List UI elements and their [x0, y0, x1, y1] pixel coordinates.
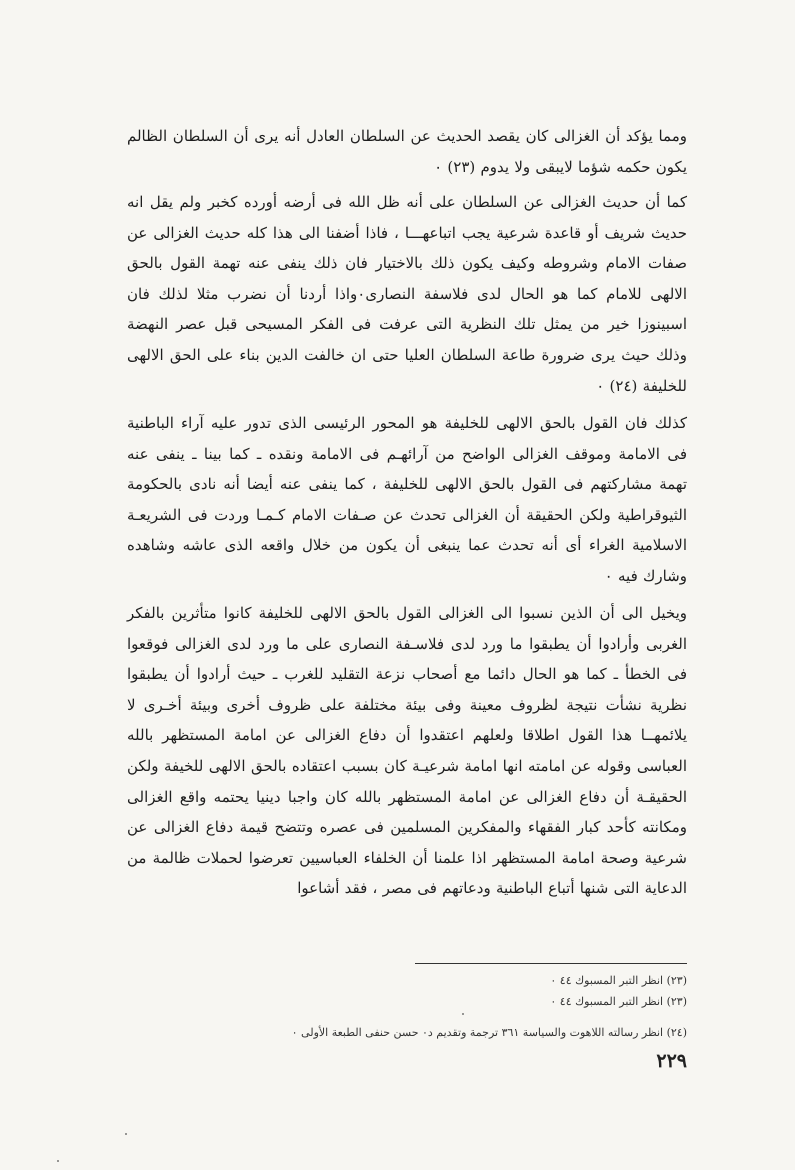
paragraph-4: ويخيل الى أن الذين نسبوا الى الغزالى القول بالحق الالهى للخليفة كانوا متأثرين بالفكر الغربى وأرادوا أن يطبقوا ما ورد لدى فلاسـفة النصارى على ما ورد لدى الغزالى فوقعوا فى الخطأ ـ كما هو الحال دائما مع أصحاب نزعة التقليد للغرب ـ حيث أرادوا أن يطبقوا نظرية نشأت نتيجة لظروف معينة وفى بيئة مختلفة على ظروف أخرى وبيئة أخـرى لا يلائمهــا هذا القول اطلاقا ولعلهم اعتقدوا أن دفاع الغزالى عن امامة المستظهر بالله العباسى وقوله عن امامته انها امامة شرعيـة كان بسبب اعتقاده بالحق الالهى للخيفة ولكن الحقيقـة أن دفاع الغزالى عن امامة المستظهر بالله كان واجبا دينيا يحتمه واقع الغزالى ومكانته كأحد كبار الفقهاء والمفكرين المسلمين فى عصره وتتضح قيمة دفاع الغزالى عن شرعية وصحة امامة المستظهر اذا علمنا أن الخلفاء العباسيين تعرضوا لحملات ظالمة من الدعاية التى شنها أتباع الباطنية ودعاتهم فى مصر ، فقد أشاعوا: [127, 604, 687, 898]
paragraph-3-container: [127, 408, 687, 592]
paragraph-2-container: [127, 187, 687, 401]
scan-speck: [462, 1013, 464, 1015]
footnote-24: (٢٤) انظر رسالته اللاهوت والسياسة ٣٦١ ترجمة وتقديم د٠ حسن حنفى الطبعة الأولى ٠: [291, 1026, 687, 1039]
scan-speck: [125, 1133, 127, 1135]
page-number: ٢٢٩: [656, 1050, 687, 1072]
footnote-separator: [415, 963, 687, 964]
paragraph-1-container: [127, 121, 687, 182]
footnote-23b: (٢٣) انظر التبر المسبوك ٤٤ ٠: [550, 995, 687, 1008]
paragraph-2: كما أن حديث الغزالى عن السلطان على أنه ظل الله فى أرضه أورده كخبر ولم يقل انه حديث شريف أو قاعدة شرعية يجب اتباعهـــا ، فاذا أضفنا الى هذا كله حديث الغزالى عن صفات الامام وشروطه وكيف يكون ذلك بالاختيار فان ذلك ينفى عنه تهمة القول بالحق الالهى للامام كما هو الحال لدى فلاسفة النصارى٠واذا أردنا أن نضرب مثلا لذلك فان اسبينوزا خير من يمثل تلك النظرية التى عرفت فى الفكر المسيحى قبل عصر النهضة وذلك حيث يرى ضرورة طاعة السلطان العليا حتى ان خالفت الدين بناء على الحق الالهى للخليفة (٢٤) ٠: [127, 193, 688, 395]
paragraph-4-container: [127, 598, 687, 904]
paragraph-3: كذلك فان القول بالحق الالهى للخليفة هو المحور الرئيسى الذى تدور عليه آراء الباطنية فى الامامة وموقف الغزالى الواضح من آرائهـم فى الامامة ونقده ـ كما بينا ـ ينفى عنه تهمة مشاركتهم فى القول بالحق الالهى للخليفة ، كما ينفى عنه أيضا أنه نادى بالحكومة الثيوقراطية ولكن الحقيقة أن الغزالى تحدث عن صـفات الامام كـمـا وردت فى الشريعـة الاسلامية الغراء أى أنه تحدث عما ينبغى أن يكون من خلال واقعه الذى عاشه وشاهده وشارك فيه ٠: [127, 414, 687, 585]
footnotes: [127, 970, 687, 1043]
footnote-23a: (٢٣) انظر التبر المسبوك ٤٤ ٠: [550, 974, 687, 987]
paragraph-1: ومما يؤكد أن الغزالى كان يقصد الحديث عن السلطان العادل أنه يرى أن السلطان الظالم يكون حكمه شؤما لايبقى ولا يدوم (٢٣) ٠: [127, 127, 687, 176]
scan-speck: [57, 1160, 59, 1162]
